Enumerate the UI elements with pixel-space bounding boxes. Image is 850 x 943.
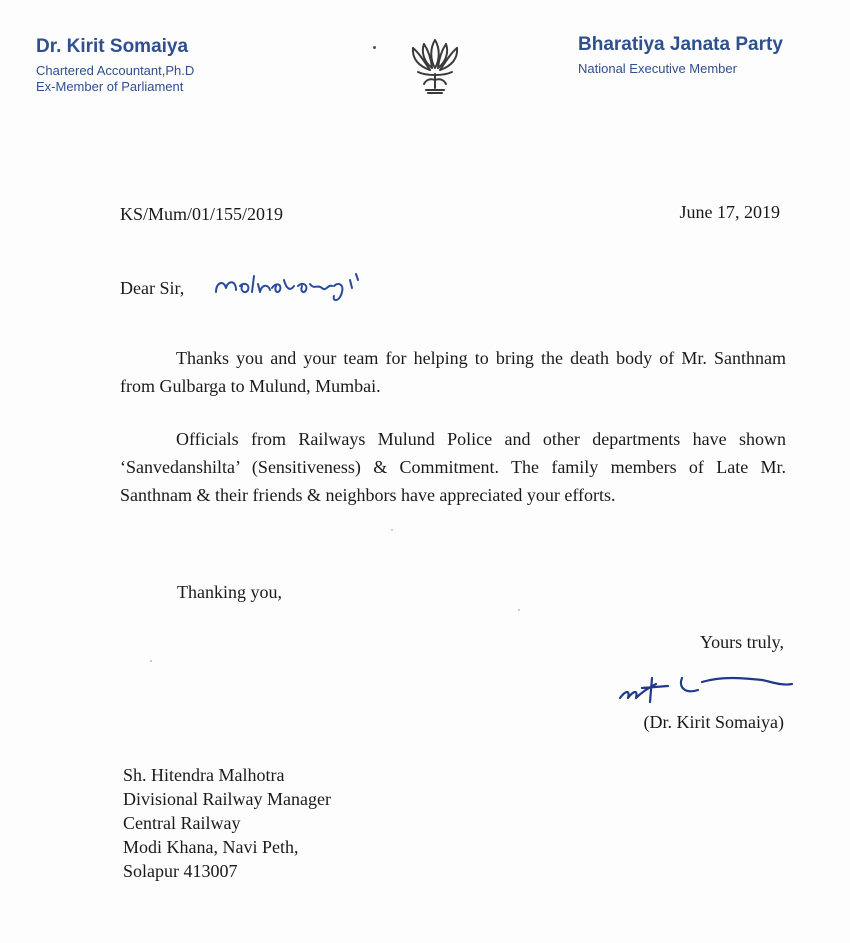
paper-speck: [150, 660, 152, 662]
body-paragraph: Thanks you and your team for helping to bring the death body of Mr. Santhnam from Gulbarga to Mulund, Mumbai.: [120, 348, 786, 396]
recipient-line: Divisional Railway Manager: [123, 789, 331, 809]
recipient-line: Solapur 413007: [123, 861, 238, 881]
complimentary-close: Yours truly,: [699, 632, 784, 652]
lotus-emblem-icon: [404, 34, 466, 98]
letterhead-party-role: National Executive Member: [578, 61, 737, 76]
handwritten-addressee-name: [210, 262, 390, 306]
closing-thanks: Thanking you,: [177, 582, 282, 602]
recipient-address: [123, 763, 331, 883]
letter-date: June 17, 2019: [679, 202, 780, 222]
letterhead-qualification: Chartered Accountant,Ph.D: [36, 63, 195, 78]
signatory-name: (Dr. Kirit Somaiya): [643, 712, 784, 732]
letterhead-former-role: Ex-Member of Parliament: [36, 79, 184, 94]
recipient-line: Central Railway: [123, 813, 241, 833]
handwritten-signature: [612, 668, 802, 712]
letterhead-name: Dr. Kirit Somaiya: [36, 36, 189, 57]
body-paragraph: Officials from Railways Mulund Police and other departments have shown ‘Sanvedanshilta’ (Sensitiveness) & Commitment. The family members of Late Mr. Santhnam & their friends & neighbors have appreciated your efforts.: [120, 429, 786, 505]
print-dot: [373, 46, 376, 49]
salutation: Dear Sir,: [120, 278, 185, 298]
letterhead-party: Bharatiya Janata Party: [578, 34, 783, 55]
recipient-line: Sh. Hitendra Malhotra: [123, 765, 285, 785]
paper-speck: [518, 609, 520, 611]
recipient-line: Modi Khana, Navi Peth,: [123, 837, 299, 857]
reference-number: KS/Mum/01/155/2019: [120, 204, 284, 224]
paper-speck: [391, 529, 393, 531]
